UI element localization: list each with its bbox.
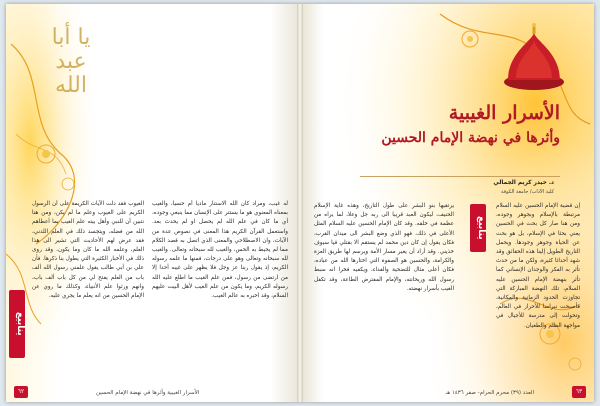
author-name: د. حيدر كريم الجمالي [493, 180, 554, 186]
article-column-right-1 [496, 202, 580, 378]
page-number-right: ٦٣ [572, 386, 586, 398]
article-column-left-2 [32, 200, 144, 372]
left-page [6, 4, 300, 402]
paragraph: يرتقيها بنو البشر على طول التاريخ، وهذه غاية الإسلام الحنيف، ليكون العبد قريبا الى ربه جل وعلا، لما يراه من عظمة في خلقه. وقد كان الإمام الحسين عليه السلام المثل الأعلى في ذلك، فهو الذي وضع البشر الى ميدان القرب، فكان يقول إن كان دين محمد لم يستقم الا بقتلي فيا سيوف خذيني. وقد أراد أن يغير مسار الأمة ويرسم لها طريق العزة والكرامة، والحسين هو الصفوة التي اختارها الله من عباده، فكان أعلى مثال للتضحية والفداء، ويكفيه فخرا انه سبط رسول الله وريحانته، والإمام المفترض الطاعة، وقد تكفل الغيب بأسرار نهضته. [314, 203, 454, 292]
section-tab-left: ينابيع [9, 290, 25, 358]
book-gutter [297, 4, 303, 402]
paragraph: الغيوب فقد دلت الآيات الكريمة على أن الرسول الكريم على الغيوب وعلم ما لم يكن، ومن هنا نتبين أن للنبي وأهل بيته علم الغيب بما أعطاهم الله من فضله، ويتجسد ذلك في العلم اللدني، فقد عرض لهم الأحاديث التي تشير الى هذا العلم، وعلمه الله ما كان وما يكون، وقد روى ذلك في الأخبار الكثيرة التي يطول بنا ذكرها. فأن علي بن أبي طالب يقول علمني رسول الله ألف باب من العلم يفتح لي من كل باب ألف باب، وانهم ورثوا علم الأنبياء، وكذلك ما روي عن الإمام الحسين من انه يعلم ما يجري عليه. [32, 201, 144, 300]
right-page [300, 4, 594, 402]
article-column-left-1 [152, 200, 288, 372]
running-footer-right: العدد (٣٩) محرم الحرام- صفر ١٤٣٦ هـ [445, 390, 534, 396]
paragraph: له غيب، ومراد كان الله الاستنار ماديا أم حسيا، والغيب بمعناه المعنوي هو ما يستتر على الإنسان مما ينبغي وجوده، أي ما كان في علم الله لم يحصل او لم يحدث بعد. واستعمل القرآن الكريم هذا المعنى في نصوص عدة من الآيات، وان الاصطلاحي والمعنى الذي اتصل به قصد الكلام مما لم يحيط به الحس، والغيب لله سبحانه وتعالى. والغيب لله سبحانه وتعالى وهو على درجات، فمنها ما علمه رسوله الكريم، إذ يقول ربنا عز وجل فلا يظهر على غيبه أحدا إلا من ارتضى من رسول، فمن علم الغيب ما اطلع عليه الله رسوله الكريم، وما يكون من علم الغيب لأهل البيت عليهم السلام، وقد اخبره به عالم الغيب. [152, 201, 288, 300]
section-tab-right: ينابيع [470, 204, 486, 252]
page-number-left: ٦٢ [14, 386, 28, 398]
magazine-spread [6, 4, 594, 402]
title-divider [360, 176, 560, 177]
shrine-dome-icon [494, 22, 574, 102]
article-title: الأسرار الغيبية [448, 102, 560, 124]
running-footer-left: الأسرار الغيبية وأثرها في نهضة الإمام الحسين [96, 390, 200, 396]
article-subtitle: وأثرها في نهضة الإمام الحسين [381, 130, 560, 146]
paragraph: إن قضية الإمام الحسين عليه السلام مرتبطة بالإسلام وبجوهر وجوده، ومن هنا صار كل بحث في الحسين يعني بحثا في الإسلام، بل هو بحث عن الحياة وجوهر وجودها. ويحمل التاريخ الطويل إلينا هذه الحقائق وقد شهد أحداثا كثيرة، ولكن ما من حدث تأثر به الفكر والوجدان الإنساني كما تأثر بنهضة الإمام الحسين عليه السلام، تلك النهضة المباركة التي تجاوزت الحدود الزمانية والمكانية، فأصبحت نبراسا للأحرار في العالم، وتحولت إلى مدرسة للأجيال في مواجهة الظلم والطغيان. [496, 203, 580, 329]
article-column-right-2 [314, 202, 454, 378]
calligraphy-emblem: يا أبا عبد الله [51, 25, 91, 98]
author-affiliation: كلية الآداب/ جامعة الكوفة [501, 189, 554, 195]
